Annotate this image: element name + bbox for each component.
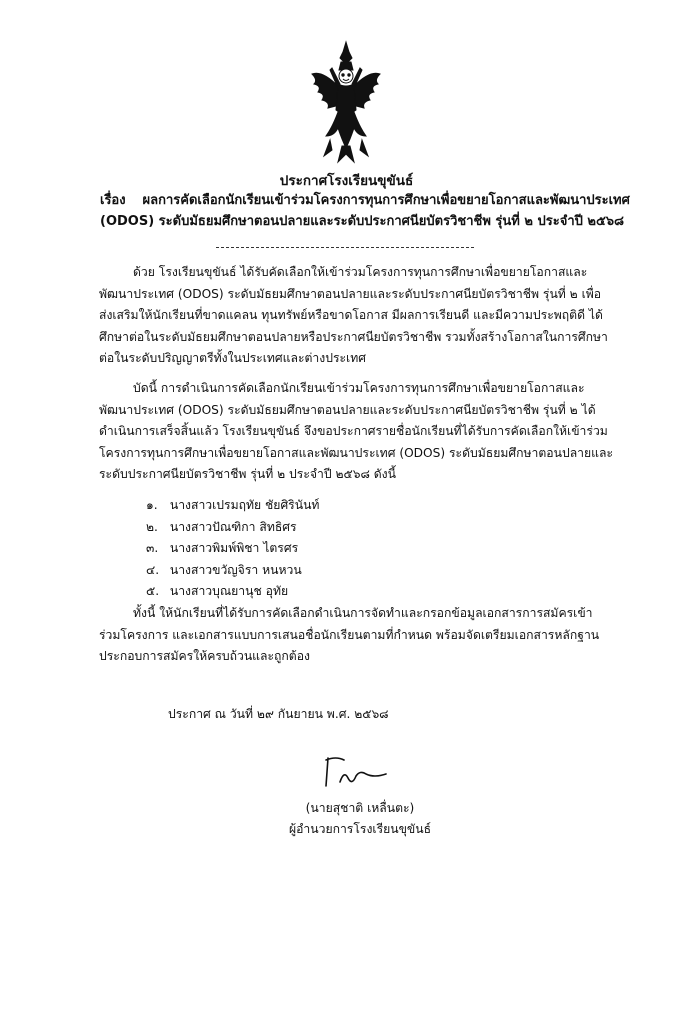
paragraph-line: ดำเนินการเสร็จสิ้นแล้ว โรงเรียนขุขันธ์ จึงขอประกาศรายชื่อนักเรียนที่ได้รับการคัดเลือกให้เข้าร่วม [99,424,608,438]
paragraph-intro [99,262,661,370]
subject-text-1: ผลการคัดเลือกนักเรียนเข้าร่วมโครงการทุนการศึกษาเพื่อขยายโอกาสและพัฒนาประเทศ [142,193,630,208]
candidate-list [146,495,319,603]
paragraph-line: ศึกษาต่อในระดับมัธยมศึกษาตอนปลายหรือประกาศนียบัตรวิชาชีพ รวมทั้งสร้างโอกาสในการศึกษา [99,329,608,344]
subject-line-2: (ODOS) ระดับมัธยมศึกษาตอนปลายและระดับประกาศนียบัตรวิชาชีพ รุ่นที่ ๒ ประจำปี ๒๕๖๘ [100,214,625,229]
subject-line-1 [100,191,660,211]
announcement-date: ประกาศ ณ วันที่ ๒๙ กันยายน พ.ศ. ๒๕๖๘ [168,707,389,721]
candidate-name: นางสาวบุณยานุช อุทัย [169,584,289,598]
candidate-name: นางสาวพิมพ์พิชา ไตรศร [169,541,299,555]
paragraph-line: ระดับประกาศนียบัตรวิชาชีพ รุ่นที่ ๒ ประจำปี ๒๕๖๘ ดังนี้ [99,467,396,481]
list-item [146,560,319,582]
divider [216,247,474,248]
list-item-number: ๒. [146,519,158,534]
paragraph-line: ต่อในระดับปริญญาตรีทั้งในประเทศและต่างประเทศ [99,351,366,365]
subject-label: เรื่อง [100,193,126,208]
signer-position: ผู้อำนวยการโรงเรียนขุขันธ์ [288,822,432,836]
paragraph-line: ประกอบการสมัครให้ครบถ้วนและถูกต้อง [99,649,310,663]
garuda-emblem-icon [308,40,384,165]
paragraph-instructions [99,603,661,668]
list-item-number: ๓. [146,541,159,555]
paragraph-line: พัฒนาประเทศ (ODOS) ระดับมัธยมศึกษาตอนปลายและระดับประกาศนียบัตรวิชาชีพ รุ่นที่ ๒ เพื่อ [99,286,602,301]
announcement-heading: ประกาศโรงเรียนขุขันธ์ [279,173,414,189]
paragraph-line: ด้วย โรงเรียนขุขันธ์ ได้รับคัดเลือกให้เข้าร่วมโครงการทุนการศึกษาเพื่อขยายโอกาสและ [133,265,588,279]
paragraph-line: ร่วมโครงการ และเอกสารแบบการเสนอชื่อนักเรียนตามที่กำหนด พร้อมจัดเตรียมเอกสารหลักฐาน [99,627,600,642]
paragraph-line: ส่งเสริมให้นักเรียนที่ขาดแคลน ทุนทรัพย์หรือขาดโอกาส มีผลการเรียนดี และมีความประพฤติดี ได้ [99,308,603,322]
paragraph-line: ทั้งนี้ ให้นักเรียนที่ได้รับการคัดเลือกดำเนินการจัดทำและกรอกข้อมูลเอกสารการสมัครเข้า [133,606,593,620]
list-item [146,517,319,539]
paragraph-result [99,378,661,486]
list-item-number: ๔. [146,562,160,577]
candidate-name: นางสาวปัณฑิกา สิทธิศร [169,519,297,534]
list-item-number: ๑. [146,498,158,512]
paragraph-line: โครงการทุนการศึกษาเพื่อขยายโอกาสและพัฒนาประเทศ (ODOS) ระดับมัธยมศึกษาตอนปลายและ [99,445,614,460]
signer-name: (นายสุชาติ เหลื่นตะ) [305,801,415,815]
candidate-name: นางสาวเปรมฤทัย ชัยศิรินันท์ [169,498,320,512]
list-item [146,538,319,560]
paragraph-line: บัดนี้ การดำเนินการคัดเลือกนักเรียนเข้าร่วมโครงการทุนการศึกษาเพื่อขยายโอกาสและ [133,381,585,395]
list-item-number: ๕. [146,584,160,598]
signature [314,752,394,792]
list-item [146,581,319,603]
candidate-name: นางสาวขวัญจิรา หนหวน [169,562,302,577]
list-item [146,495,319,517]
paragraph-line: พัฒนาประเทศ (ODOS) ระดับมัธยมศึกษาตอนปลายและระดับประกาศนียบัตรวิชาชีพ รุ่นที่ ๒ ได้ [99,402,596,417]
